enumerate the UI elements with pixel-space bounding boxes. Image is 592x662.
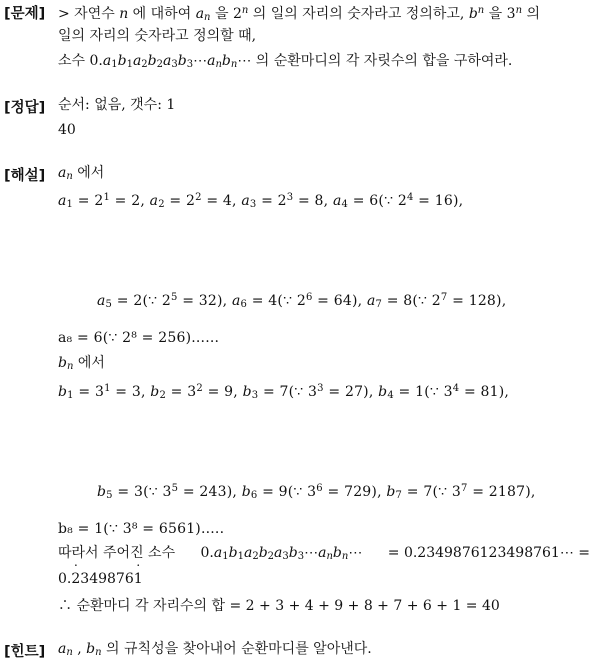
hint-text: $a_n$ , $b_n$ 의 규칙성을 찾아내어 순환마디를 알아낸다. [58,641,372,658]
solution-a-centered-line: $a_5$ = 2(∵ $2^5 = 32$), $a_6$ = 4(∵ $2^6 = 64$), $a_7$ = 8(∵ $2^7 = 128$), [97,292,507,310]
solution-b-line-2: b₈ = 1(∵ 3⁸ = 6561)..... [58,521,225,537]
solution-sum-line: ∴ 순환마디 각 자리수의 합 = 2 + 3 + 4 + 9 + 8 + 7 + 6 + 1 = 40 [58,598,500,614]
solution-a-line-2: a₈ = 6(∵ 2⁸ = 256)...... [58,330,220,346]
solution-label: [해설] [4,168,46,184]
solution-a-line-1: $a_1 = 2^1 = 2$, $a_2 = 2^2 = 4$, $a_3 = 2^3 = 8$, $a_4$ = 6(∵ $2^4 = 16$), [58,192,464,210]
solution-b-line-1: $b_1 = 3^1 = 3$, $b_2 = 3^2 = 9$, $b_3$ = 7(∵ $3^3 = 27$), $b_4$ = 1(∵ $3^4 = 81$), [58,383,510,401]
solution-an-heading: $a_n$ 에서 [58,165,105,182]
problem-line-1: > 자연수 n 에 대하여 $a_n$ 을 2$^n$ 의 일의 자리의 숫자라고 정의하고, $b^n$ 을 3$^n$ 의 [58,5,541,23]
hint-label: [힌트] [4,644,46,660]
answer-value: 40 [58,122,76,138]
problem-line-3: 소수 $0.a_1b_1a_2b_2a_3b_3\cdots a_nb_n\cdots$ 의 순환마디의 각 자릿수의 합을 구하여라. [58,53,513,70]
solution-bn-heading: $b_n$ 에서 [58,355,105,372]
problem-label: [문제] [4,6,46,22]
answer-label: [정답] [4,100,46,116]
solution-b-centered-line: $b_5$ = 3(∵ $3^5 = 243$), $b_6$ = 9(∵ $3^6 = 729$), $b_7$ = 7(∵ $3^7 = 2187$), [97,483,536,501]
answer-order-line: 순서: 없음, 갯수: 1 [58,97,176,113]
solution-repeating-decimal: 0.˙ 2349876˙ 1 [58,570,143,588]
problem-line-2: 일의 자리의 숫자라고 정의할 때, [58,28,257,44]
solution-conclusion-line: 따라서 주어진 소수 $0.a_1b_1a_2b_2a_3b_3\cdots a_nb_n\cdots$ = 0.2349876123498761⋯ = [58,545,590,562]
